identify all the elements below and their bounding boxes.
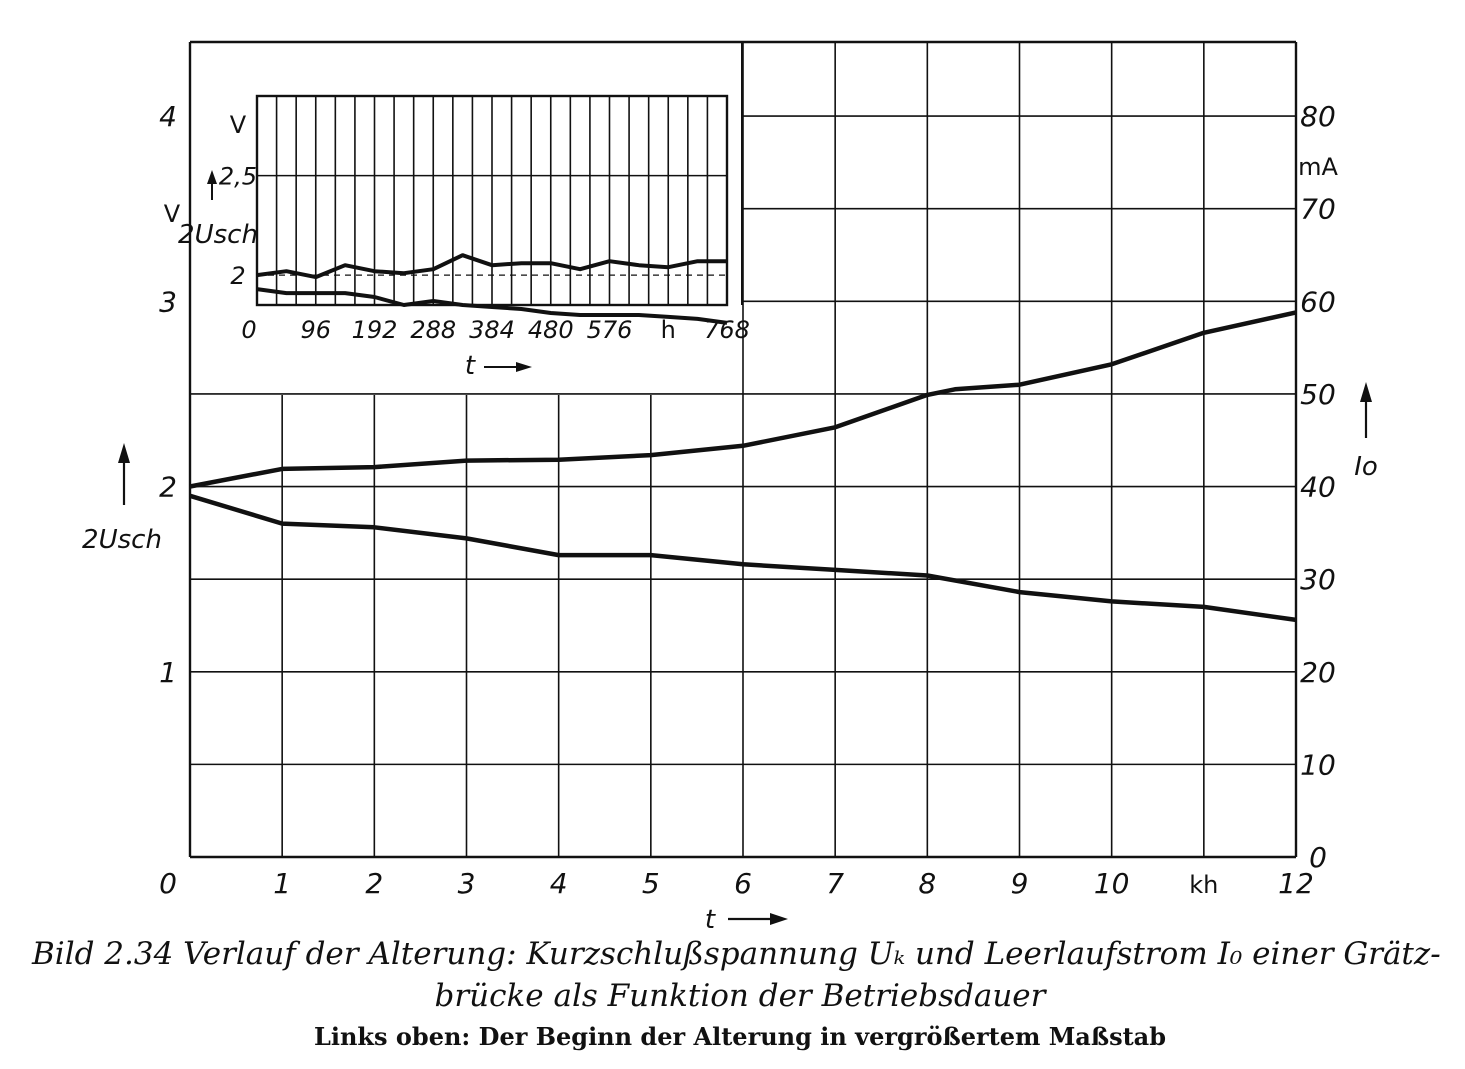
- x-arrowhead: [770, 913, 788, 925]
- y-right-tick-label: 60: [1300, 285, 1336, 319]
- inset-y-tick-label: 2,5: [218, 162, 258, 191]
- figure-caption-line-1: Bild 2.34 Verlauf der Alterung: Kurzschlußspannung Uₖ und Leerlaufstrom I₀ einer Grätz-: [32, 936, 1441, 972]
- y-right-tick-label: 20: [1300, 655, 1336, 689]
- inset-x-tick-label: 0: [241, 316, 257, 344]
- y-left-tick-label: 1: [159, 655, 177, 689]
- y-right-axis-label: Io: [1354, 452, 1378, 482]
- y-right-tick-label: 0: [1309, 841, 1327, 874]
- inset-x-tick-label: 384: [469, 316, 515, 344]
- inset-x-tick-label: 480: [527, 316, 574, 344]
- figure-caption-line-2: brücke als Funktion der Betriebsdauer: [434, 978, 1046, 1014]
- y-left-axis-label: 2Usch: [82, 525, 162, 555]
- x-tick-label: 5: [641, 867, 660, 900]
- inset-y-unit-label: V: [229, 111, 247, 139]
- x-tick-label: 4: [549, 867, 568, 900]
- y-left-tick-label: 4: [159, 100, 177, 134]
- inset-y-tick-label: 2: [230, 262, 246, 291]
- x-axis-label: t: [704, 905, 716, 930]
- x-tick-label: 1: [273, 867, 292, 900]
- y-right-tick-label: 80: [1300, 100, 1336, 134]
- x-tick-label: 9: [1010, 867, 1029, 900]
- inset-x-unit-label: h: [660, 316, 676, 344]
- y-right-tick-label: 10: [1300, 748, 1336, 782]
- x-unit-label: kh: [1189, 871, 1219, 899]
- inset-x-tick-label: 96: [300, 316, 332, 344]
- x-tick-label: 3: [457, 867, 476, 900]
- y-right-arrowhead: [1360, 382, 1372, 402]
- inset-y-arrowhead: [207, 170, 217, 184]
- x-tick-label: 6: [734, 867, 752, 900]
- inset-chart: [178, 42, 750, 381]
- inset-x-arrowhead: [516, 362, 532, 372]
- inset-x-axis-label: t: [464, 351, 476, 381]
- x-tick-label: 8: [918, 867, 937, 900]
- y-left-unit-label: V: [163, 200, 181, 228]
- inset-y-axis-label: 2Usch: [178, 220, 258, 250]
- inset-x-tick-label: 192: [351, 316, 398, 344]
- y-right-unit-label: mA: [1298, 153, 1338, 181]
- y-left-arrowhead: [118, 443, 130, 463]
- figure-caption-note: Links oben: Der Beginn der Alterung in vergrößertem Maßstab: [313, 1022, 1167, 1051]
- y-right-tick-label: 70: [1300, 192, 1336, 226]
- inset-x-tick-label: 768: [704, 316, 750, 344]
- x-tick-label: 7: [826, 867, 845, 900]
- x-tick-label: 12: [1278, 867, 1314, 900]
- x-tick-label: 10: [1093, 867, 1130, 900]
- y-right-tick-label: 50: [1300, 377, 1336, 411]
- y-right-tick-label: 40: [1300, 470, 1336, 504]
- inset-x-tick-label: 288: [410, 316, 457, 344]
- x-tick-label: 2: [365, 867, 384, 900]
- inset-x-tick-label: 576: [586, 316, 633, 344]
- x-tick-label: 0: [159, 867, 177, 900]
- y-right-tick-label: 30: [1300, 563, 1336, 597]
- y-left-tick-label: 3: [159, 285, 177, 319]
- y-left-tick-label: 2: [159, 470, 177, 504]
